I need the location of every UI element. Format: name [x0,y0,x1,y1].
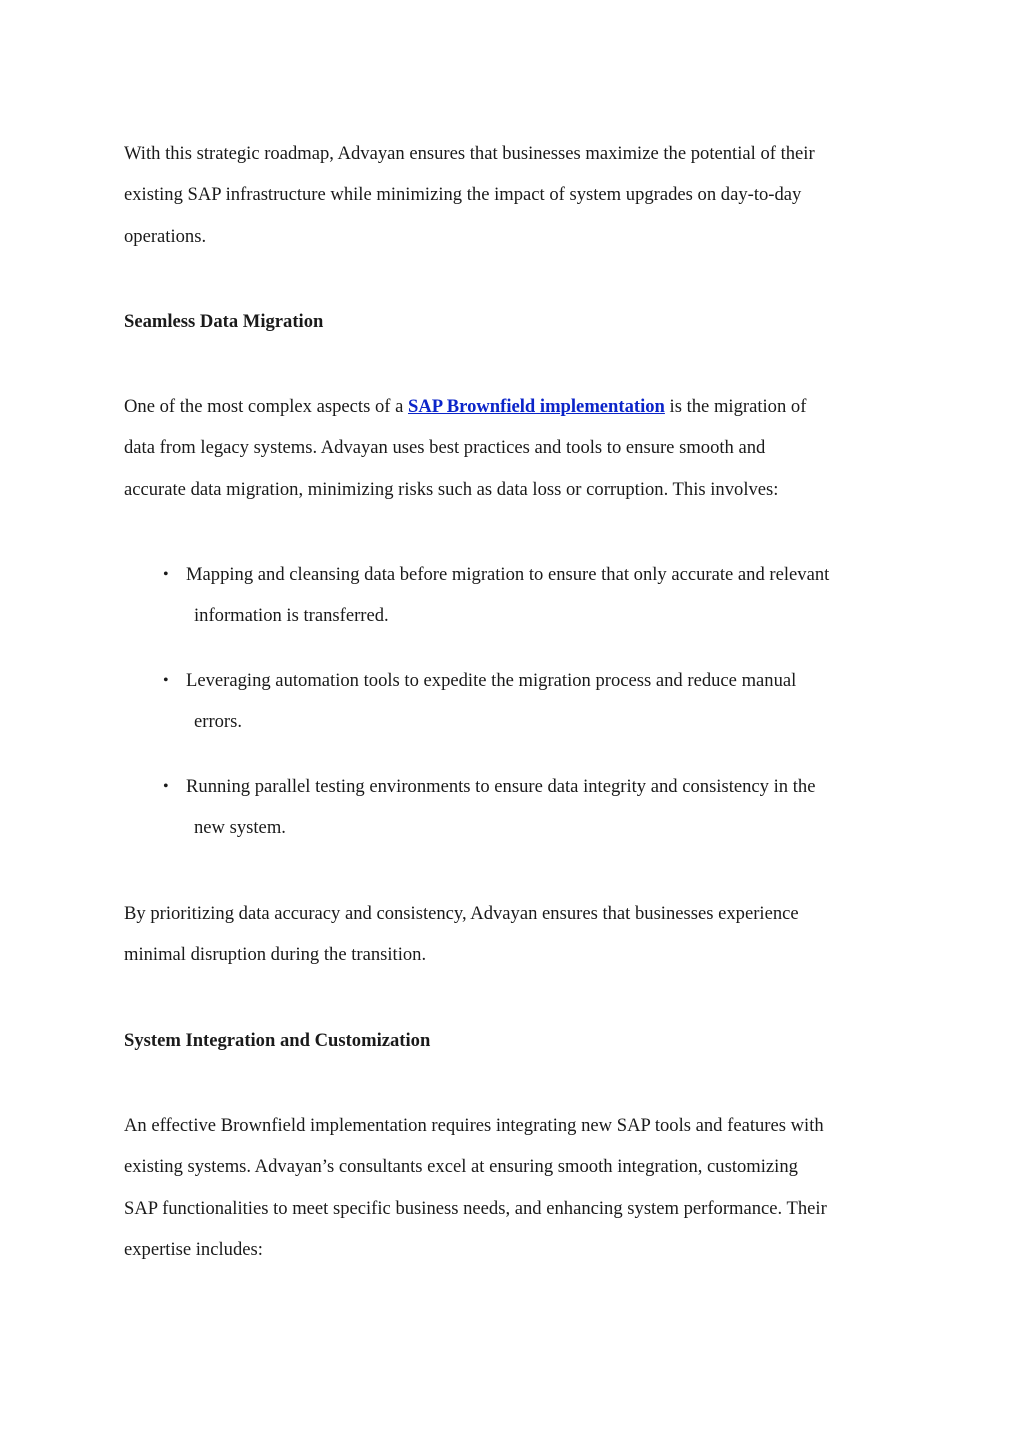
intro-line-2: existing SAP infrastructure while minimizing the impact of system upgrades on day-to-day [124,184,802,205]
migration-para-text-before-link: One of the most complex aspects of a [124,396,408,417]
integration-line-4: expertise includes: [124,1239,263,1260]
integration-line-1: An effective Brownfield implementation requires integrating new SAP tools and features with [124,1115,824,1136]
section-heading-integration: System Integration and Customization [124,1030,431,1051]
closing-line-1: By prioritizing data accuracy and consistency, Advayan ensures that businesses experience [124,903,799,924]
integration-line-3: SAP functionalities to meet specific business needs, and enhancing system performance. Their [124,1198,827,1219]
integration-line-2: existing systems. Advayan’s consultants excel at ensuring smooth integration, customizing [124,1156,798,1177]
list-item-line-1: Running parallel testing environments to ensure data integrity and consistency in the [186,776,816,797]
migration-para-line-3: accurate data migration, minimizing risks such as data loss or corruption. This involves: [124,479,779,500]
list-item-line-2: new system. [194,817,286,838]
intro-line-3: operations. [124,226,207,247]
sap-brownfield-implementation-link[interactable]: SAP Brownfield implementation [408,396,665,417]
migration-para-line-1 [124,396,806,418]
list-item-line-1: Leveraging automation tools to expedite the migration process and reduce manual [186,670,797,691]
list-item-line-1: Mapping and cleansing data before migration to ensure that only accurate and relevant [186,564,830,585]
closing-line-2: minimal disruption during the transition. [124,944,427,965]
bullet-icon: • [163,778,169,795]
list-item-line-2: information is transferred. [194,605,389,626]
intro-line-1: With this strategic roadmap, Advayan ensures that businesses maximize the potential of their [124,143,815,164]
bullet-icon: • [163,672,169,689]
migration-para-text-after-link: is the migration of [664,396,807,417]
migration-para-line-2: data from legacy systems. Advayan uses best practices and tools to ensure smooth and [124,437,766,458]
list-item-line-2: errors. [194,711,243,732]
section-heading-data-migration: Seamless Data Migration [124,311,324,332]
bullet-icon: • [163,566,169,583]
